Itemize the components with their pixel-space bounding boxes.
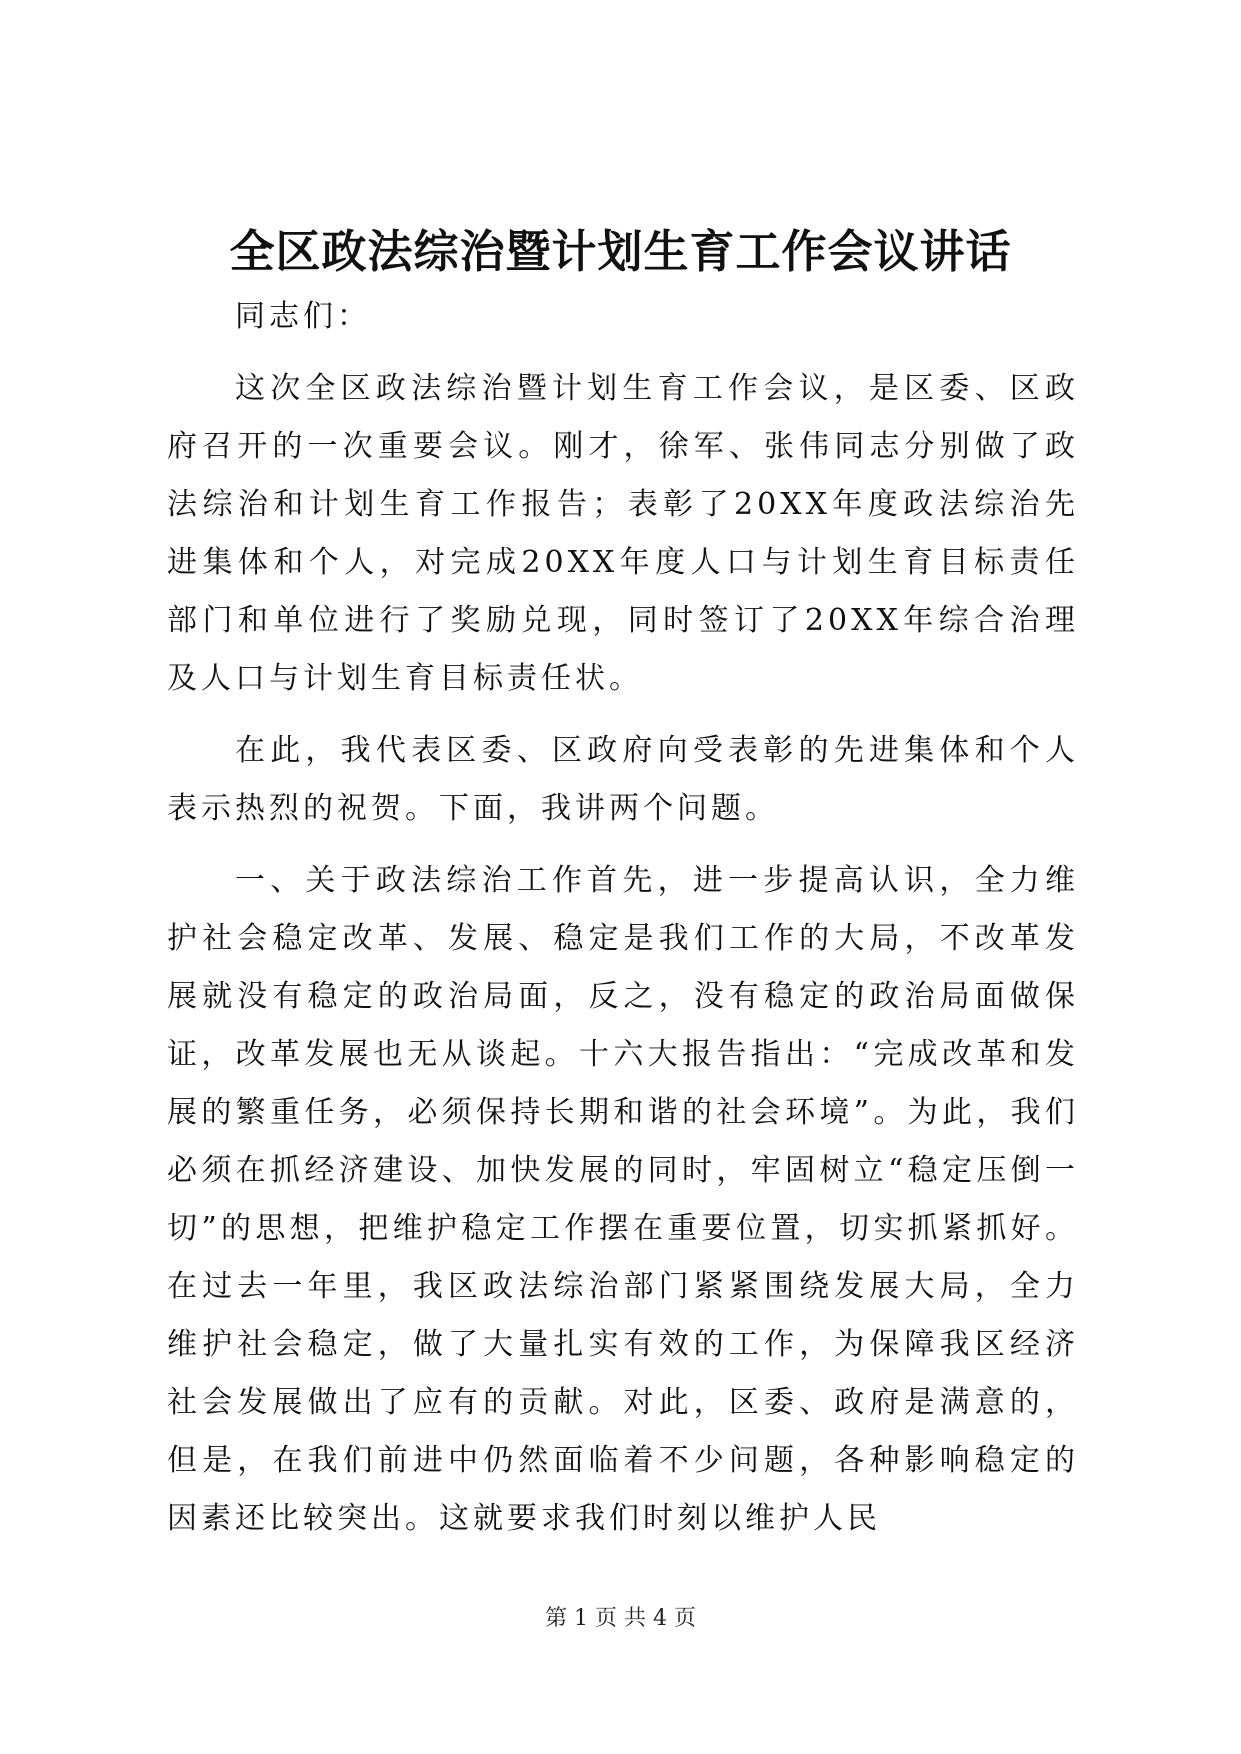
document-body [167,288,1079,1548]
body-paragraph-1: 这次全区政法综治暨计划生育工作会议，是区委、区政府召开的一次重要会议。刚才，徐军、张伟同志分别做了政法综治和计划生育工作报告；表彰了20XX年度政法综治先进集体和个人，对完成20XX年度人口与计划生育目标责任部门和单位进行了奖励兑现，同时签订了20XX年综合治理及人口与计划生育目标责任状。 [167,371,1079,696]
body-paragraph-2: 在此，我代表区委、区政府向受表彰的先进集体和个人表示热烈的祝贺。下面，我讲两个问题。 [167,733,1079,826]
greeting-paragraph: 同志们： [235,299,371,334]
document-title: 全区政法综治暨计划生育工作会议讲话 [229,225,1012,278]
page-footer: 第 1 页 共 4 页 [545,1606,696,1631]
body-paragraph-3: 一、关于政法综治工作首先，进一步提高认识，全力维护社会稳定改革、发展、稳定是我们工作的大局，不改革发展就没有稳定的政治局面，反之，没有稳定的政治局面做保证，改革发展也无从谈起。十六大报告指出：“完成改革和发展的繁重任务，必须保持长期和谐的社会环境”。为此，我们必须在抓经济建设、加快发展的同时，牢固树立“稳定压倒一切”的思想，把维护稳定工作摆在重要位置，切实抓紧抓好。在过去一年里，我区政法综治部门紧紧围绕发展大局，全力维护社会稳定，做了大量扎实有效的工作，为保障我区经济社会发展做出了应有的贡献。对此，区委、政府是满意的，但是，在我们前进中仍然面临着不少问题，各种影响稳定的因素还比较突出。这就要求我们时刻以维护人民 [167,863,1079,1536]
